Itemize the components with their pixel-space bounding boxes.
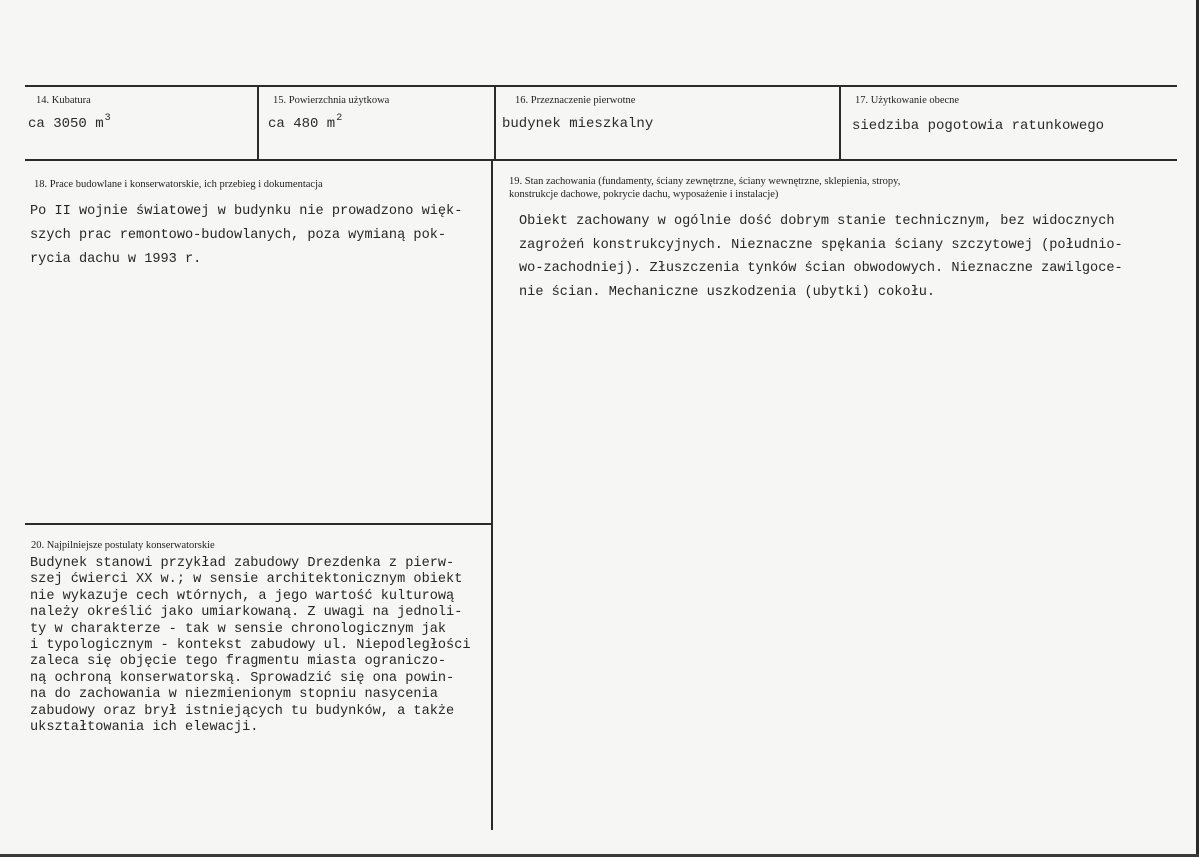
field-20-label: 20. Najpilniejsze postulaty konserwatorskie [31,540,215,551]
field-20-text [30,556,471,736]
field-19-line: wo-zachodniej). Złuszczenia tynków ścian obwodowych. Nieznaczne zawilgoce- [519,261,1123,276]
field-18-line: Po II wojnie światowej w budynku nie prowadzono więk- [30,204,463,219]
field-20-line: ty w charakterze - tak w sensie chronologicznym jak [30,621,447,637]
field-19-text [519,210,1123,304]
field-16-value: budynek mieszkalny [502,116,654,132]
col-divider-16-17 [839,86,841,160]
field-15-unit-sup: 2 [336,113,343,124]
field-14-unit-sup: 3 [104,113,111,124]
field-20-line: nie wykazuje cech wtórnych, a jego wartość kulturową [30,588,455,604]
field-15-value-text: ca 480 m [268,116,336,132]
field-19-line: nie ścian. Mechaniczne uszkodzenia (ubytki) cokołu. [519,284,936,300]
field-19-line: Obiekt zachowany w ogólnie dość dobrym stanie technicznym, bez widocznych [519,214,1115,229]
field-15-value [268,113,343,132]
field-16-label: 16. Przeznaczenie pierwotne [515,95,636,106]
field-20-line: i typologicznym - kontekst zabudowy ul. Niepodległości [30,638,471,654]
row-rule-1 [25,159,1177,161]
field-17-value: siedziba pogotowia ratunkowego [852,118,1105,134]
field-17-label: 17. Użytkowanie obecne [855,95,960,106]
field-19-label-line-2: konstrukcje dachowe, pokrycie dachu, wyposażenie i instalacje) [509,189,779,200]
col-divider-15-16 [494,86,496,160]
field-14-value [28,113,111,132]
field-20-line: Budynek stanowi przykład zabudowy Drezdenka z pierw- [30,556,455,571]
field-20-line: zaleca się objęcie tego fragmentu miasta ograniczo- [30,654,447,670]
field-15-label: 15. Powierzchnia użytkowa [273,95,390,106]
field-20-line: ną ochroną konserwatorską. Sprowadzić się ona powin- [30,670,455,686]
field-20-line: ukształtowania ich elewacji. [30,720,259,736]
field-18-line: rycia dachu w 1993 r. [30,252,202,267]
field-18-label: 18. Prace budowlane i konserwatorskie, ich przebieg i dokumentacja [34,179,323,190]
field-20-line: na do zachowania w niezmienionym stopniu nasycenia [30,687,438,703]
top-rule [25,85,1177,87]
field-20-line: należy określić jako umiarkowaną. Z uwagi na jednoli- [30,605,463,621]
col-divider-main [491,160,493,830]
field-14-value-text: ca 3050 m [28,116,104,132]
field-20-line: zabudowy oraz brył istniejących tu budynków, a także [30,703,455,719]
field-20-line: szej ćwierci XX w.; w sensie architektonicznym obiekt [30,572,463,588]
field-18-text [30,200,462,272]
col-divider-14-15 [257,86,259,160]
field-19-line: zagrożeń konstrukcyjnych. Nieznaczne spękania ściany szczytowej (południo- [519,237,1123,253]
row-rule-2 [25,523,493,525]
field-18-line: szych prac remontowo-budowlanych, poza wymianą pok- [30,228,447,243]
field-19-label-line-1: 19. Stan zachowania (fundamenty, ściany zewnętrzne, ściany wewnętrzne, sklepienia, stropy, [509,176,901,187]
field-14-label: 14. Kubatura [36,95,91,106]
